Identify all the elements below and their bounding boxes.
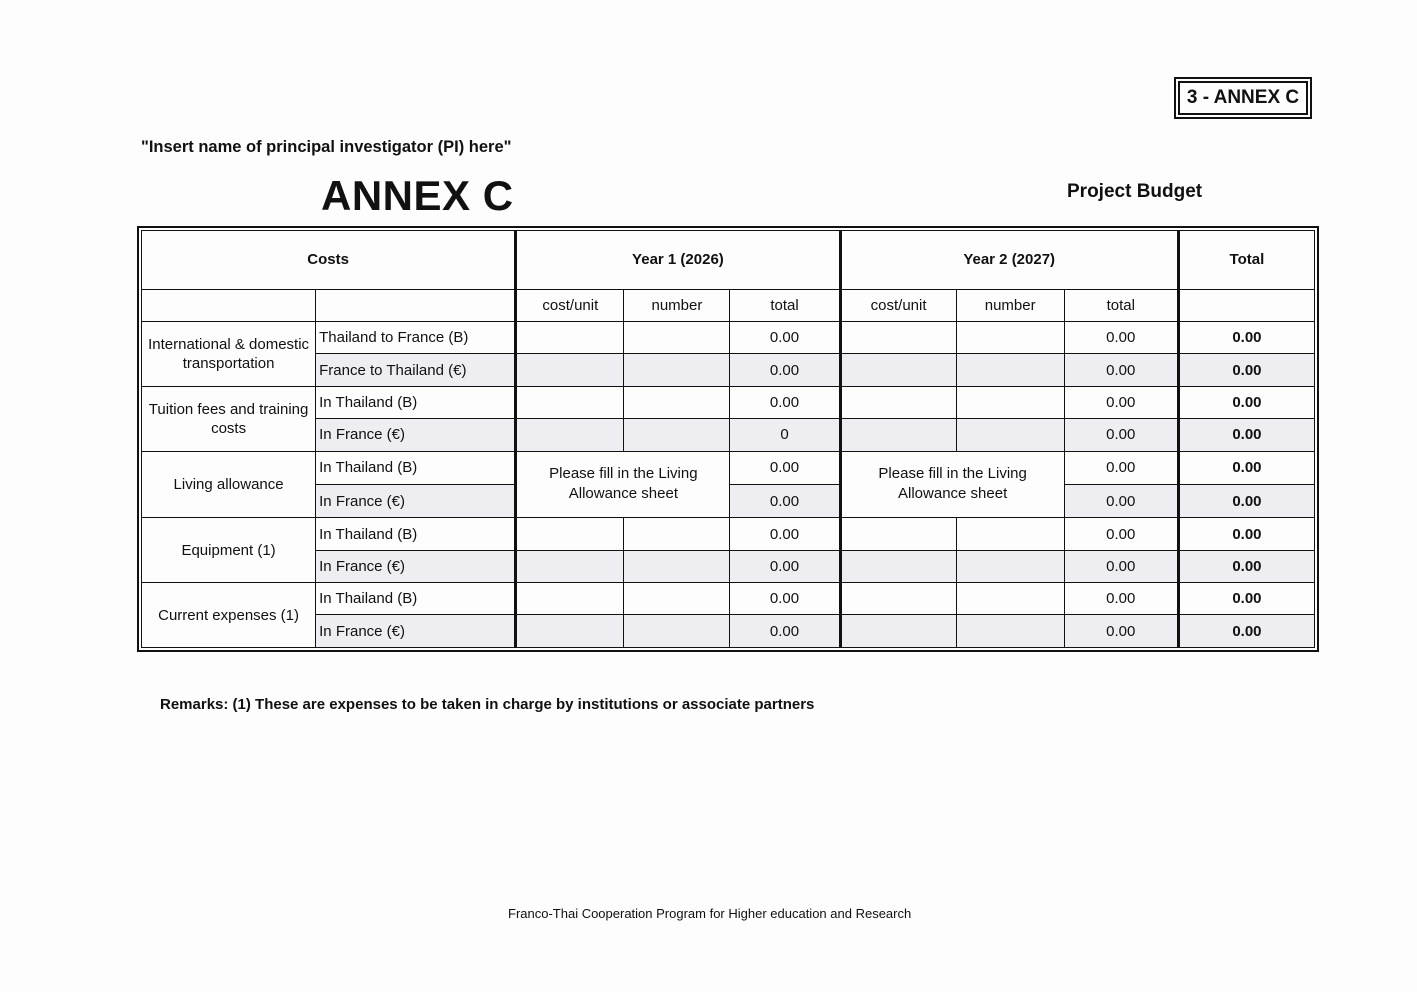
y2-total-cell: 0.00 bbox=[1064, 354, 1178, 386]
y1-total-cell: 0.00 bbox=[730, 451, 840, 484]
y2-total-cell: 0.00 bbox=[1064, 484, 1178, 517]
subheader-y2-total: total bbox=[1064, 289, 1178, 321]
y2-number-cell[interactable] bbox=[956, 419, 1064, 451]
y1-total-cell: 0.00 bbox=[730, 518, 840, 550]
row-label: In Thailand (B) bbox=[316, 451, 516, 484]
y1-living-allowance-note: Please fill in the Living Allowance sheet bbox=[516, 451, 730, 518]
table-row bbox=[142, 615, 1315, 648]
y2-total-cell: 0.00 bbox=[1064, 615, 1178, 648]
header-year2: Year 2 (2027) bbox=[840, 231, 1178, 290]
budget-table bbox=[141, 230, 1315, 648]
y2-total-cell: 0.00 bbox=[1064, 419, 1178, 451]
y2-total-cell: 0.00 bbox=[1064, 550, 1178, 582]
y2-number-cell[interactable] bbox=[956, 518, 1064, 550]
y2-living-allowance-note: Please fill in the Living Allowance sheet bbox=[840, 451, 1064, 518]
header-row bbox=[142, 231, 1315, 290]
category-cell: International & domestic transportation bbox=[142, 322, 316, 387]
y2-cost-unit-cell[interactable] bbox=[840, 322, 956, 354]
grand-total-cell: 0.00 bbox=[1178, 354, 1314, 386]
header-total: Total bbox=[1178, 231, 1314, 290]
row-label: In France (€) bbox=[316, 419, 516, 451]
category-cell: Current expenses (1) bbox=[142, 583, 316, 648]
y2-number-cell[interactable] bbox=[956, 583, 1064, 615]
y2-total-cell: 0.00 bbox=[1064, 451, 1178, 484]
y2-number-cell[interactable] bbox=[956, 354, 1064, 386]
y2-total-cell: 0.00 bbox=[1064, 386, 1178, 418]
y2-cost-unit-cell[interactable] bbox=[840, 354, 956, 386]
y2-total-cell: 0.00 bbox=[1064, 322, 1178, 354]
y1-cost-unit-cell[interactable] bbox=[516, 550, 624, 582]
row-label: In Thailand (B) bbox=[316, 583, 516, 615]
subheader-y1-number: number bbox=[624, 289, 730, 321]
y1-number-cell[interactable] bbox=[624, 386, 730, 418]
grand-total-cell: 0.00 bbox=[1178, 322, 1314, 354]
page-title: ANNEX C bbox=[321, 172, 514, 219]
subheader-row bbox=[142, 289, 1315, 321]
annex-badge: 3 - ANNEX C bbox=[1174, 77, 1312, 119]
y1-total-cell: 0.00 bbox=[730, 386, 840, 418]
grand-total-cell: 0.00 bbox=[1178, 518, 1314, 550]
category-cell: Living allowance bbox=[142, 451, 316, 518]
y1-total-cell: 0.00 bbox=[730, 484, 840, 517]
grand-total-cell: 0.00 bbox=[1178, 583, 1314, 615]
y2-total-cell: 0.00 bbox=[1064, 518, 1178, 550]
pi-name-placeholder: "Insert name of principal investigator (PI) here" bbox=[141, 138, 512, 156]
table-row bbox=[142, 518, 1315, 550]
y1-number-cell[interactable] bbox=[624, 615, 730, 648]
subheader-y2-cost-unit: cost/unit bbox=[840, 289, 956, 321]
y1-total-cell: 0.00 bbox=[730, 322, 840, 354]
table-row bbox=[142, 583, 1315, 615]
y1-cost-unit-cell[interactable] bbox=[516, 322, 624, 354]
y1-cost-unit-cell[interactable] bbox=[516, 583, 624, 615]
y2-number-cell[interactable] bbox=[956, 550, 1064, 582]
y1-cost-unit-cell[interactable] bbox=[516, 615, 624, 648]
grand-total-cell: 0.00 bbox=[1178, 386, 1314, 418]
y1-total-cell: 0.00 bbox=[730, 615, 840, 648]
y2-cost-unit-cell[interactable] bbox=[840, 419, 956, 451]
grand-total-cell: 0.00 bbox=[1178, 550, 1314, 582]
table-row bbox=[142, 451, 1315, 484]
row-label: In France (€) bbox=[316, 484, 516, 517]
category-cell: Equipment (1) bbox=[142, 518, 316, 583]
page-subtitle: Project Budget bbox=[1067, 181, 1203, 202]
y1-cost-unit-cell[interactable] bbox=[516, 386, 624, 418]
row-label: In France (€) bbox=[316, 550, 516, 582]
subheader-grand-empty bbox=[1178, 289, 1314, 321]
subheader-empty-1 bbox=[142, 289, 316, 321]
subheader-empty-2 bbox=[316, 289, 516, 321]
y1-cost-unit-cell[interactable] bbox=[516, 419, 624, 451]
y1-number-cell[interactable] bbox=[624, 583, 730, 615]
subheader-y1-total: total bbox=[730, 289, 840, 321]
y2-number-cell[interactable] bbox=[956, 386, 1064, 418]
remarks-note: Remarks: (1) These are expenses to be taken in charge by institutions or associate partners bbox=[160, 696, 815, 713]
y1-total-cell: 0.00 bbox=[730, 354, 840, 386]
y2-number-cell[interactable] bbox=[956, 615, 1064, 648]
y1-number-cell[interactable] bbox=[624, 550, 730, 582]
grand-total-cell: 0.00 bbox=[1178, 451, 1314, 484]
category-cell: Tuition fees and training costs bbox=[142, 386, 316, 451]
row-label: Thailand to France (B) bbox=[316, 322, 516, 354]
y1-total-cell: 0 bbox=[730, 419, 840, 451]
grand-total-cell: 0.00 bbox=[1178, 615, 1314, 648]
header-costs: Costs bbox=[142, 231, 516, 290]
budget-table-frame bbox=[137, 226, 1319, 652]
table-row bbox=[142, 419, 1315, 451]
y1-number-cell[interactable] bbox=[624, 322, 730, 354]
page-footer: Franco-Thai Cooperation Program for Higher education and Research bbox=[508, 906, 912, 921]
grand-total-cell: 0.00 bbox=[1178, 484, 1314, 517]
y2-total-cell: 0.00 bbox=[1064, 583, 1178, 615]
table-row bbox=[142, 550, 1315, 582]
row-label: In Thailand (B) bbox=[316, 386, 516, 418]
y1-number-cell[interactable] bbox=[624, 518, 730, 550]
y1-number-cell[interactable] bbox=[624, 419, 730, 451]
grand-total-cell: 0.00 bbox=[1178, 419, 1314, 451]
subheader-y1-cost-unit: cost/unit bbox=[516, 289, 624, 321]
y2-cost-unit-cell[interactable] bbox=[840, 518, 956, 550]
y2-number-cell[interactable] bbox=[956, 322, 1064, 354]
table-row bbox=[142, 354, 1315, 386]
row-label: In Thailand (B) bbox=[316, 518, 516, 550]
table-row bbox=[142, 386, 1315, 418]
y1-cost-unit-cell[interactable] bbox=[516, 354, 624, 386]
row-label: France to Thailand (€) bbox=[316, 354, 516, 386]
y1-total-cell: 0.00 bbox=[730, 583, 840, 615]
y2-cost-unit-cell[interactable] bbox=[840, 550, 956, 582]
y1-total-cell: 0.00 bbox=[730, 550, 840, 582]
y1-number-cell[interactable] bbox=[624, 354, 730, 386]
table-row bbox=[142, 322, 1315, 354]
subheader-y2-number: number bbox=[956, 289, 1064, 321]
y2-cost-unit-cell[interactable] bbox=[840, 386, 956, 418]
header-year1: Year 1 (2026) bbox=[516, 231, 840, 290]
y2-cost-unit-cell[interactable] bbox=[840, 615, 956, 648]
y1-cost-unit-cell[interactable] bbox=[516, 518, 624, 550]
y2-cost-unit-cell[interactable] bbox=[840, 583, 956, 615]
row-label: In France (€) bbox=[316, 615, 516, 648]
